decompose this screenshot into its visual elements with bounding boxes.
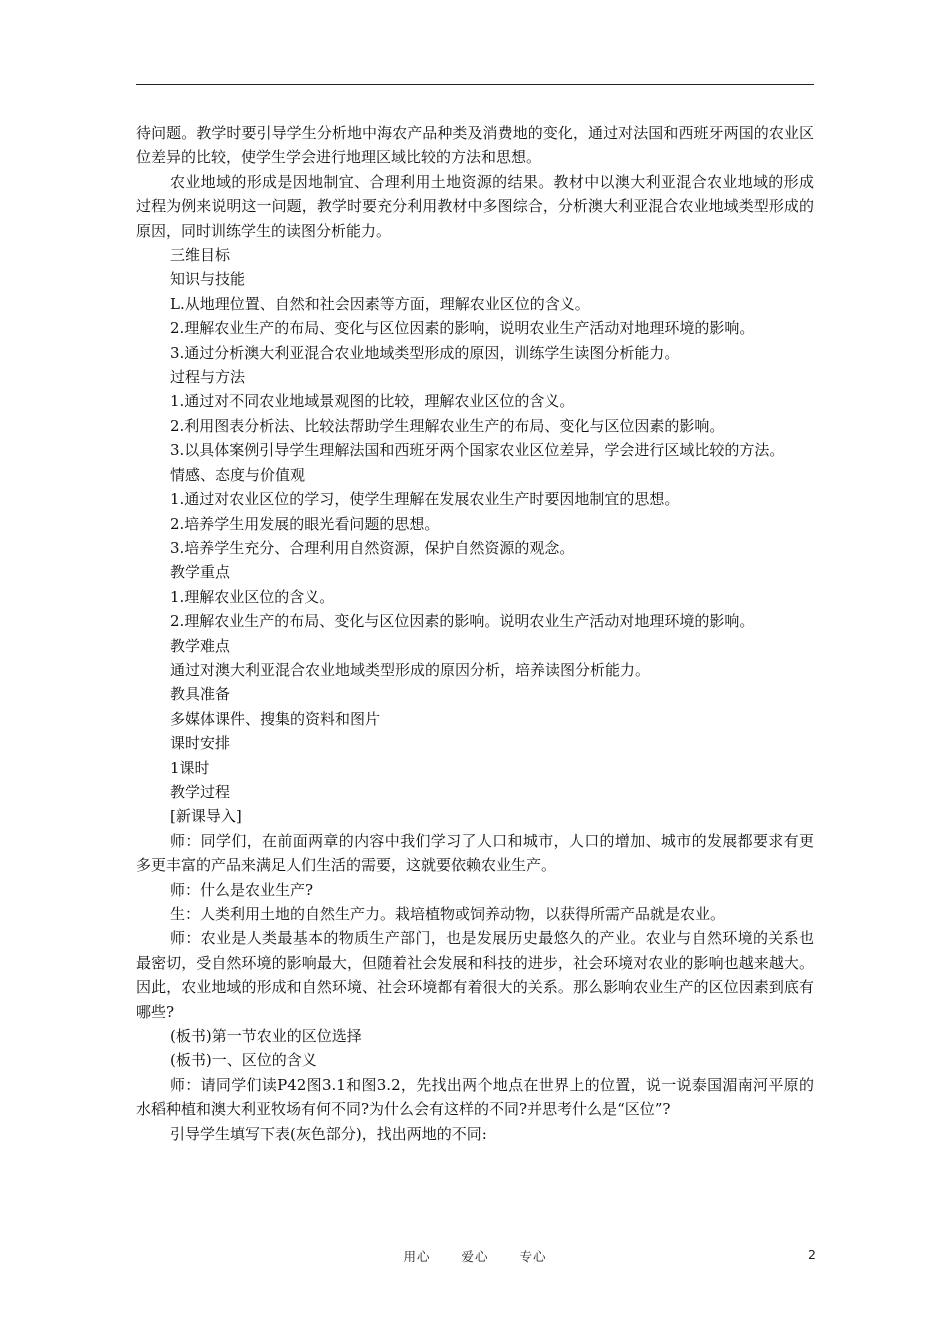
document-body (136, 121, 814, 1146)
paragraph: 2.利用图表分析法、比较法帮助学生理解农业生产的布局、变化与区位因素的影响。 (170, 416, 725, 435)
paragraph: 师：同学们，在前面两章的内容中我们学习了人口和城市，人口的增加、城市的发展都要求有更多更丰富的产品来满足人们生活的需要，这就要依赖农业生产。 (136, 831, 814, 875)
paragraph: 农业地域的形成是因地制宜、合理利用土地资源的结果。教材中以澳大利亚混合农业地域的形成过程为例来说明这一问题，教学时要充分利用教材中多图综合，分析澳大利亚混合农业地域类型形成的原因，同时训练学生的读图分析能力。 (136, 172, 814, 240)
paragraph: 引导学生填写下表(灰色部分)，找出两地的不同: (170, 1124, 487, 1143)
paragraph: 通过对澳大利亚混合农业地域类型形成的原因分析，培养读图分析能力。 (170, 660, 651, 679)
paragraph: 多媒体课件、搜集的资料和图片 (170, 709, 381, 728)
paragraph: (板书)第一节农业的区位选择 (170, 1027, 362, 1046)
header-rule (136, 84, 814, 85)
paragraph: (板书)一、区位的含义 (170, 1051, 317, 1070)
paragraph: 过程与方法 (170, 368, 246, 387)
paragraph: 情感、态度与价值观 (170, 465, 306, 484)
paragraph: 待问题。教学时要引导学生分析地中海农产品种类及消费地的变化，通过对法国和西班牙两国的农业区位差异的比较，使学生学会进行地理区域比较的方法和思想。 (136, 124, 814, 167)
paragraph: 课时安排 (170, 734, 231, 753)
paragraph: 2.理解农业生产的布局、变化与区位因素的影响，说明农业生产活动对地理环境的影响。 (170, 319, 755, 338)
paragraph: 教学过程 (170, 782, 231, 801)
paragraph: 1.通过对农业区位的学习，使学生理解在发展农业生产时要因地制宜的思想。 (170, 490, 680, 509)
paragraph: L.从地理位置、自然和社会因素等方面，理解农业区位的含义。 (170, 294, 590, 313)
footer-motto: 用心 爱心 专心 (403, 1249, 547, 1264)
paragraph: 师：农业是人类最基本的物质生产部门，也是发展历史最悠久的产业。农业与自然环境的关系也最密切，受自然环境的影响最大，但随着社会发展和科技的进步，社会环境对农业的影响也越来越大。因此，农业地域的形成和自然环境、社会环境都有着很大的关系。那么影响农业生产的区位因素到底有哪些? (136, 929, 814, 1021)
paragraph: 3.以具体案例引导学生理解法国和西班牙两个国家农业区位差异，学会进行区域比较的方法。 (170, 441, 785, 460)
page-number: 2 (808, 1247, 816, 1262)
paragraph: 三维目标 (170, 246, 231, 265)
paragraph: 1.理解农业区位的含义。 (170, 587, 335, 606)
paragraph: 1.通过对不同农业地域景观图的比较，理解农业区位的含义。 (170, 392, 575, 411)
paragraph: 师：请同学们读P42图3.1和图3.2，先找出两个地点在世界上的位置，说一说泰国湄南河平原的水稻种植和澳大利亚牧场有何不同?为什么会有这样的不同?并思考什么是“区位”? (136, 1075, 814, 1119)
paragraph: 教学重点 (170, 563, 231, 582)
paragraph: 生：人类利用土地的自然生产力。栽培植物或饲养动物，以获得所需产品就是农业。 (170, 905, 726, 923)
paragraph: 师：什么是农业生产? (170, 880, 314, 899)
paragraph: 教学难点 (170, 636, 231, 655)
paragraph: 2.理解农业生产的布局、变化与区位因素的影响。说明农业生产活动对地理环境的影响。 (170, 612, 755, 631)
paragraph: 2.培养学生用发展的眼光看问题的思想。 (170, 514, 440, 533)
paragraph: [新课导入] (170, 807, 242, 826)
paragraph: 知识与技能 (170, 270, 246, 289)
paragraph: 教具准备 (170, 685, 231, 704)
paragraph: 1课时 (170, 758, 210, 777)
paragraph: 3.培养学生充分、合理利用自然资源，保护自然资源的观念。 (170, 538, 575, 557)
paragraph: 3.通过分析澳大利亚混合农业地域类型形成的原因，训练学生读图分析能力。 (170, 343, 680, 362)
page-footer (0, 1247, 950, 1267)
